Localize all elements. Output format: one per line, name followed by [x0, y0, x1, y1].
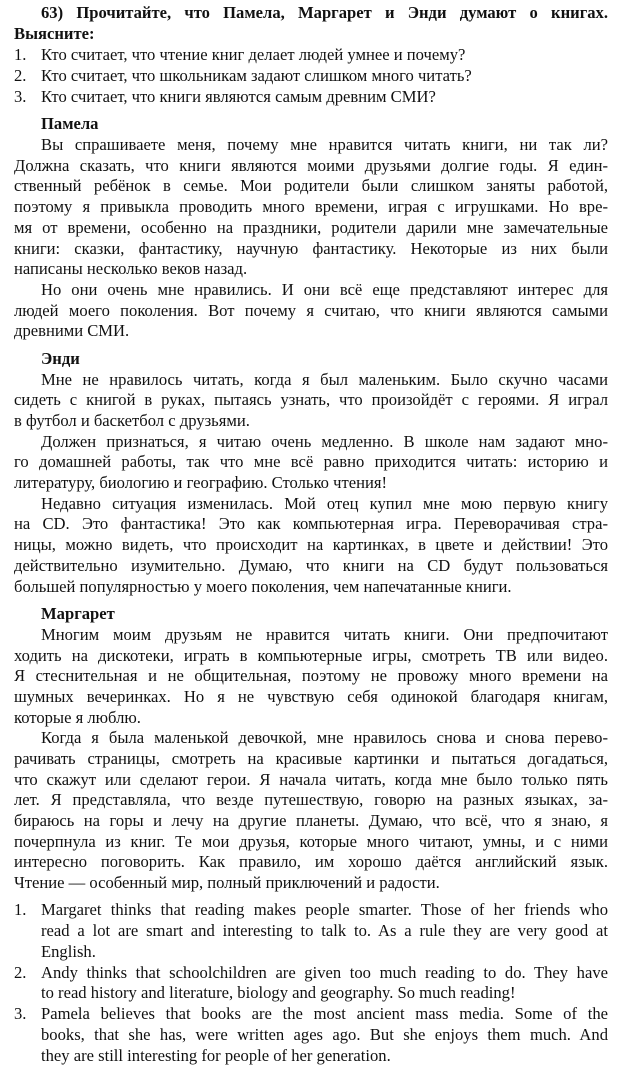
text-line: Pamela believes that books are the most ancient mass media. Some of the	[41, 1004, 608, 1024]
text-line: Вы спрашиваете меня, почему мне нравится читать книги, ни так ли?	[41, 135, 608, 155]
answer-item	[14, 963, 608, 1005]
text-line: ственный ребёнок в семье. Мои родители были слишком заняты работой,	[14, 176, 608, 196]
question-text: Кто считает, что чтение книг делает людей умнее и почему?	[41, 45, 466, 65]
section-1	[14, 349, 608, 597]
text-line: поэтому я привыкла проводить много времени, играя с игрушками. Но вре-	[14, 197, 608, 217]
question-item	[14, 44, 608, 65]
text-line: books, that she has, were written ages ago. But she enjoys them much. And	[41, 1025, 608, 1045]
text-line: Многим моим друзьям не нравится читать книги. Они предпочитают	[41, 624, 608, 644]
paragraph	[14, 432, 608, 494]
paragraph	[14, 494, 608, 597]
section-2	[14, 604, 608, 894]
question-list	[14, 44, 608, 107]
text-line: Должен признаться, я читаю очень медленно. В школе нам задают мно-	[41, 431, 608, 451]
paragraph	[14, 370, 608, 432]
paragraph	[14, 625, 608, 728]
exercise-title: 63) Прочитайте, что Памела, Маргарет и Энди думают о книгах.	[41, 3, 608, 22]
text-line: лет. Я представляла, что везде путешествую, говорю на разных языках, за-	[14, 790, 608, 810]
text-line: мя от времени, особенно на праздники, родители дарили мне замечательные	[14, 217, 608, 237]
question-number: 1.	[14, 45, 27, 65]
question-text: Кто считает, что книги являются самым древним СМИ?	[41, 87, 436, 107]
text-line: го домашней работы, так что мне всё равно приходится читать: историю и	[14, 452, 608, 472]
text-line: действительно изумительно. Думаю, что книги на CD будут пользоваться	[14, 555, 608, 575]
text-line: to read history and literature, biology and geography. So much reading!	[41, 983, 516, 1003]
answer-number: 2.	[14, 962, 27, 982]
answer-item	[14, 1004, 608, 1067]
answer-number: 3.	[14, 1004, 27, 1024]
text-line: Должна сказать, что книги являются моими друзьями долгие годы. Я един-	[14, 155, 608, 175]
section-heading: Памела	[41, 114, 99, 134]
reading-sections	[14, 114, 608, 893]
text-line: рачивать страницы, смотреть на красивые картинки и пытаться догадаться,	[14, 749, 608, 769]
text-line: Чтение — особенный мир, полный приключений и радости.	[14, 873, 440, 893]
text-line: Andy thinks that schoolchildren are given too much reading to do. They have	[41, 962, 608, 982]
text-line: бираюсь на горы и лечу на другие планеты. Думаю, что всё, что я знаю, я	[14, 811, 608, 831]
exercise-subtitle: Выясните:	[14, 23, 95, 43]
question-text: Кто считает, что школьникам задают слишком много читать?	[41, 66, 472, 86]
answer-text	[41, 963, 608, 1005]
question-number: 3.	[14, 87, 27, 107]
question-number: 2.	[14, 66, 27, 86]
answer-item	[14, 900, 608, 963]
section-0	[14, 114, 608, 342]
text-line: книги: сказки, фантастику, научную фантастику. Некоторые из них были	[14, 238, 608, 258]
text-line: Я стеснительная и не общительная, поэтому не провожу много времени на	[14, 666, 608, 686]
text-line: Margaret thinks that reading makes people smarter. Those of her friends who	[41, 899, 608, 919]
text-line: которые я люблю.	[14, 707, 141, 727]
answer-number: 1.	[14, 899, 27, 919]
text-line: написаны несколько веков назад.	[14, 259, 248, 279]
paragraph	[14, 280, 608, 342]
text-line: they are still interesting for people of her generation.	[41, 1046, 391, 1066]
text-line: ходить на дискотеки, играть в компьютерные игры, смотреть ТВ или видео.	[14, 645, 608, 665]
paragraph	[14, 728, 608, 894]
paragraph	[14, 135, 608, 280]
text-line: English.	[41, 941, 96, 961]
answer-list	[14, 900, 608, 1067]
question-item	[14, 65, 608, 86]
text-line: Когда я была маленькой девочкой, мне нравилось снова и снова перево-	[41, 728, 608, 748]
text-line: сидеть с книгой в руках, пытаясь узнать, что произойдёт с героями. Я играл	[14, 390, 608, 410]
text-line: людей моего поколения. Вот почему я считаю, что книги являются самыми	[14, 300, 608, 320]
text-line: интересно поговорить. Как правило, им хорошо даётся английский язык.	[14, 852, 608, 872]
text-line: в футбол и баскетбол с друзьями.	[14, 411, 250, 431]
text-line: на CD. Это фантастика! Это как компьютерная игра. Переворачивая стра-	[14, 514, 608, 534]
answer-text	[41, 1004, 608, 1067]
section-heading: Маргарет	[41, 604, 115, 624]
text-line: почерпнула из книг. Те мои друзья, которые много читают, умны, и с ними	[14, 831, 608, 851]
text-line: read a lot are smart and interesting to talk to. As a rule they are very good at	[41, 920, 608, 940]
text-line: Недавно ситуация изменилась. Мой отец купил мне мою первую книгу	[41, 493, 608, 513]
text-line: большей популярностью у моего поколения, чем напечатанные книги.	[14, 576, 512, 596]
text-line: Но они очень мне нравились. И они всё еще представляют интерес для	[41, 279, 608, 299]
answer-text	[41, 900, 608, 963]
text-line: что скажут или сделают герои. Я начала читать, когда мне было только пять	[14, 769, 608, 789]
text-line: литературу, биологию и географию. Столько чтения!	[14, 473, 387, 493]
text-line: Мне не нравилось читать, когда я был маленьким. Было скучно часами	[41, 369, 608, 389]
text-line: ницы, можно видеть, что происходит на картинках, в цвете и действии! Это	[14, 535, 608, 555]
text-line: шумных вечеринках. Но я не чувствую себя одинокой благодаря книгам,	[14, 686, 608, 706]
question-item	[14, 86, 608, 107]
section-heading: Энди	[41, 348, 80, 368]
text-line: древними СМИ.	[14, 321, 130, 341]
